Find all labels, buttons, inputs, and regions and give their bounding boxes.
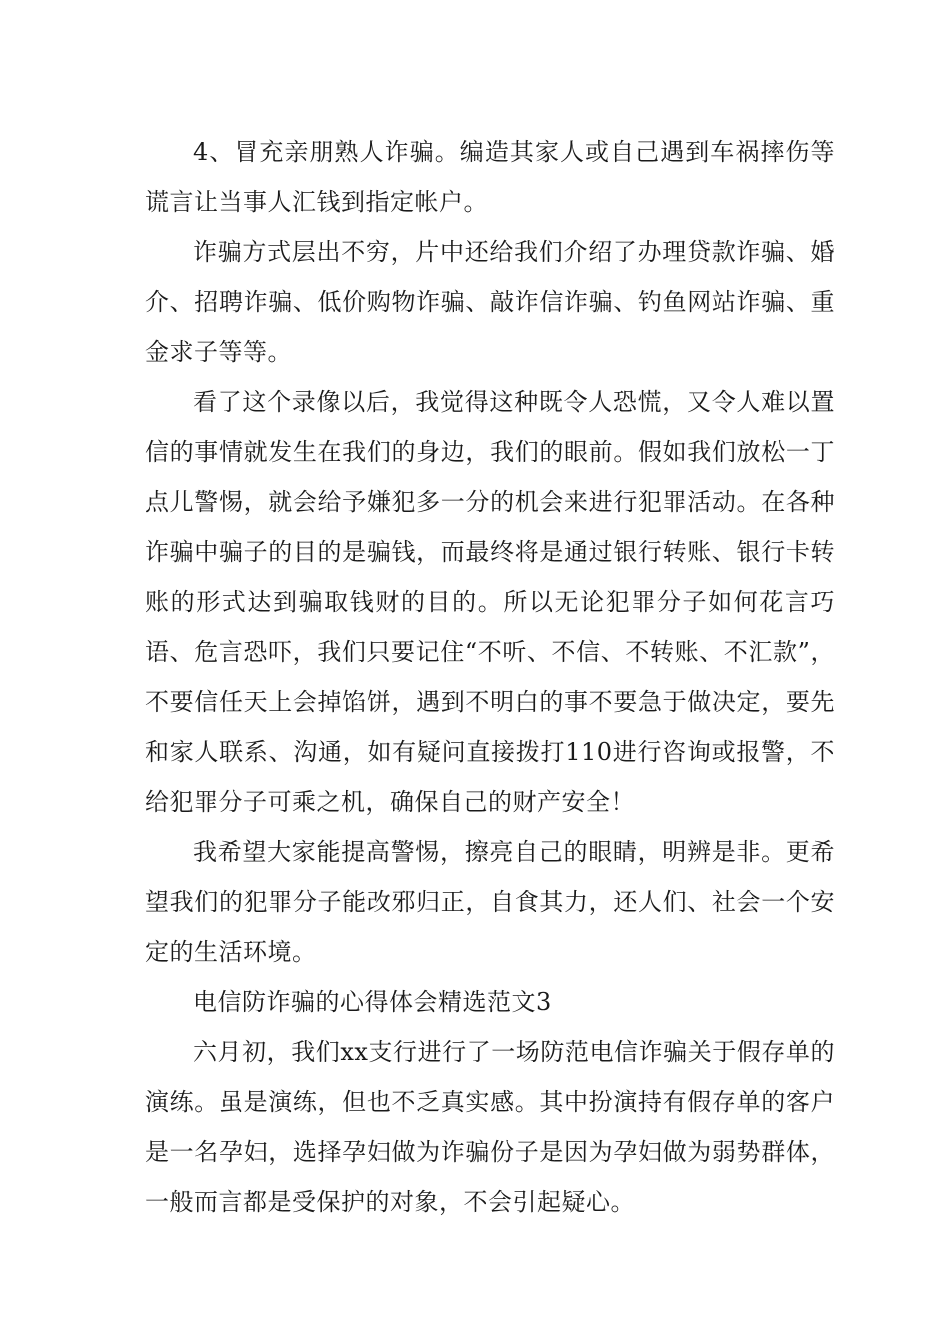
section-title: 电信防诈骗的心得体会精选范文3: [193, 988, 552, 1016]
paragraph-drill: 六月初，我们xx支行进行了一场防范电信诈骗关于假存单的演练。虽是演练，但也不乏真实感。其中扮演持有假存单的客户是一名孕妇，选择孕妇做为诈骗份子是因为孕妇做为弱势群体，一般而言都是受保护的对象，不会引起疑心。: [145, 1038, 835, 1216]
paragraph-reflection: 看了这个录像以后，我觉得这种既令人恐慌，又令人难以置信的事情就发生在我们的身边，我们的眼前。假如我们放松一丁点儿警惕，就会给予嫌犯多一分的机会来进行犯罪活动。在各种诈骗中骗子的目的是骗钱，而最终将是通过银行转账、银行卡转账的形式达到骗取钱财的目的。所以无论犯罪分子如何花言巧语、危言恐吓，我们只要记住“不听、不信、不转账、不汇款”，不要信任天上会掉馅饼，遇到不明白的事不要急于做决定，要先和家人联系、沟通，如有疑问直接拨打110进行咨询或报警，不给犯罪分子可乘之机，确保自己的财产安全！: [145, 388, 835, 816]
paragraph-hope: 我希望大家能提高警惕，擦亮自己的眼睛，明辨是非。更希望我们的犯罪分子能改邪归正，自食其力，还人们、社会一个安定的生活环境。: [145, 838, 835, 966]
paragraph-impersonation-fraud: 4、冒充亲朋熟人诈骗。编造其家人或自己遇到车祸摔伤等谎言让当事人汇钱到指定帐户。: [145, 138, 835, 216]
paragraph-fraud-types: 诈骗方式层出不穷，片中还给我们介绍了办理贷款诈骗、婚介、招聘诈骗、低价购物诈骗、敲诈信诈骗、钓鱼网站诈骗、重金求子等等。: [145, 238, 835, 366]
document-body: [145, 127, 835, 1227]
